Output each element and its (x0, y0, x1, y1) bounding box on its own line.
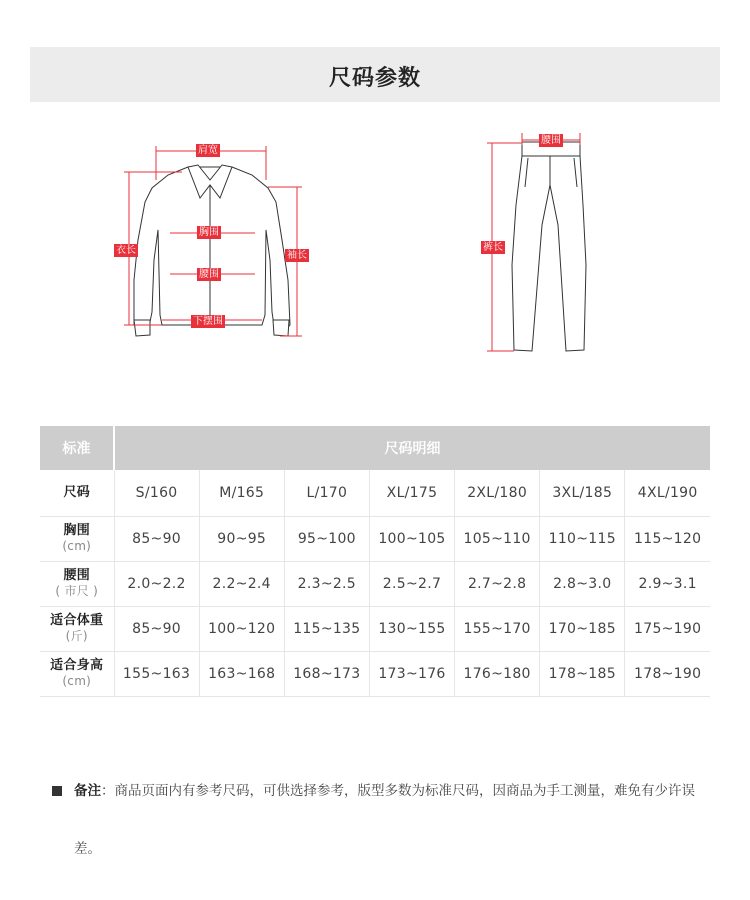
table-cell: 85~90 (114, 516, 199, 561)
pants-figure (480, 125, 600, 360)
pants-length-label: 裤长 (483, 242, 503, 253)
row-unit: ( 市尺 ) (55, 584, 99, 598)
table-row (40, 470, 710, 516)
table-cell: 115~135 (284, 606, 369, 651)
row-unit: (斤) (65, 629, 88, 643)
row-unit: (cm) (62, 539, 92, 553)
note (52, 762, 712, 878)
table-cell: XL/175 (369, 470, 454, 516)
note-label: 备注 (74, 783, 101, 799)
size-table (40, 426, 710, 697)
table-row (40, 516, 710, 561)
table-cell: 110~115 (540, 516, 625, 561)
note-bullet-icon (52, 786, 62, 796)
shoulder-label: 肩宽 (198, 145, 218, 156)
row-label-text: 胸围 (63, 523, 91, 538)
table-cell: S/160 (114, 470, 199, 516)
table-cell: 100~105 (369, 516, 454, 561)
table-cell: 155~163 (114, 651, 199, 696)
table-cell: 115~120 (625, 516, 710, 561)
table-cell: 2.7~2.8 (455, 561, 540, 606)
table-cell: 178~190 (625, 651, 710, 696)
row-label (40, 470, 114, 516)
table-cell: 100~120 (199, 606, 284, 651)
table-row (40, 561, 710, 606)
row-label-text: 尺码 (63, 484, 91, 500)
table-cell: 175~190 (625, 606, 710, 651)
row-label-text: 适合身高 (50, 658, 104, 673)
table-cell: 130~155 (369, 606, 454, 651)
page-title: 尺码参数 (328, 66, 421, 91)
row-label (40, 561, 114, 606)
row-label (40, 606, 114, 651)
table-cell: 168~173 (284, 651, 369, 696)
row-label-text: 腰围 (63, 568, 91, 583)
table-cell: 178~185 (540, 651, 625, 696)
table-cell: M/165 (199, 470, 284, 516)
table-cell: 163~168 (199, 651, 284, 696)
waist-label: 腰围 (199, 269, 219, 280)
table-cell: 2.8~3.0 (540, 561, 625, 606)
table-cell: 2XL/180 (455, 470, 540, 516)
header-standard: 标准 (40, 426, 114, 470)
note-text (52, 762, 712, 878)
table-header-row (40, 426, 710, 470)
table-cell: 105~110 (455, 516, 540, 561)
shirt-figure (110, 140, 320, 355)
row-label-text: 适合体重 (50, 613, 104, 628)
table-cell: 2.5~2.7 (369, 561, 454, 606)
row-label (40, 651, 114, 696)
table-cell: 2.9~3.1 (625, 561, 710, 606)
sleeve-label: 袖长 (287, 250, 307, 261)
row-unit: (cm) (62, 674, 92, 688)
table-cell: 3XL/185 (540, 470, 625, 516)
title-bar (30, 47, 720, 102)
table-cell: 155~170 (455, 606, 540, 651)
table-cell: 90~95 (199, 516, 284, 561)
hem-label: 下摆围 (193, 316, 223, 327)
note-body: ：商品页面内有参考尺码，可供选择参考，版型多数为标准尺码，因商品为手工测量，难免有少许误差。 (74, 783, 695, 857)
row-label (40, 516, 114, 561)
header-size-details: 尺码明细 (114, 426, 710, 470)
table-cell: 173~176 (369, 651, 454, 696)
table-cell: 2.3~2.5 (284, 561, 369, 606)
table-cell: 176~180 (455, 651, 540, 696)
table-cell: 4XL/190 (625, 470, 710, 516)
table-cell: 85~90 (114, 606, 199, 651)
table-cell: L/170 (284, 470, 369, 516)
table-cell: 2.0~2.2 (114, 561, 199, 606)
pants-waist-label: 腰围 (541, 135, 561, 146)
table-cell: 95~100 (284, 516, 369, 561)
table-row (40, 606, 710, 651)
table-cell: 2.2~2.4 (199, 561, 284, 606)
table-cell: 170~185 (540, 606, 625, 651)
table-row (40, 651, 710, 696)
chest-label: 胸围 (199, 227, 219, 238)
length-label: 衣长 (116, 245, 136, 256)
